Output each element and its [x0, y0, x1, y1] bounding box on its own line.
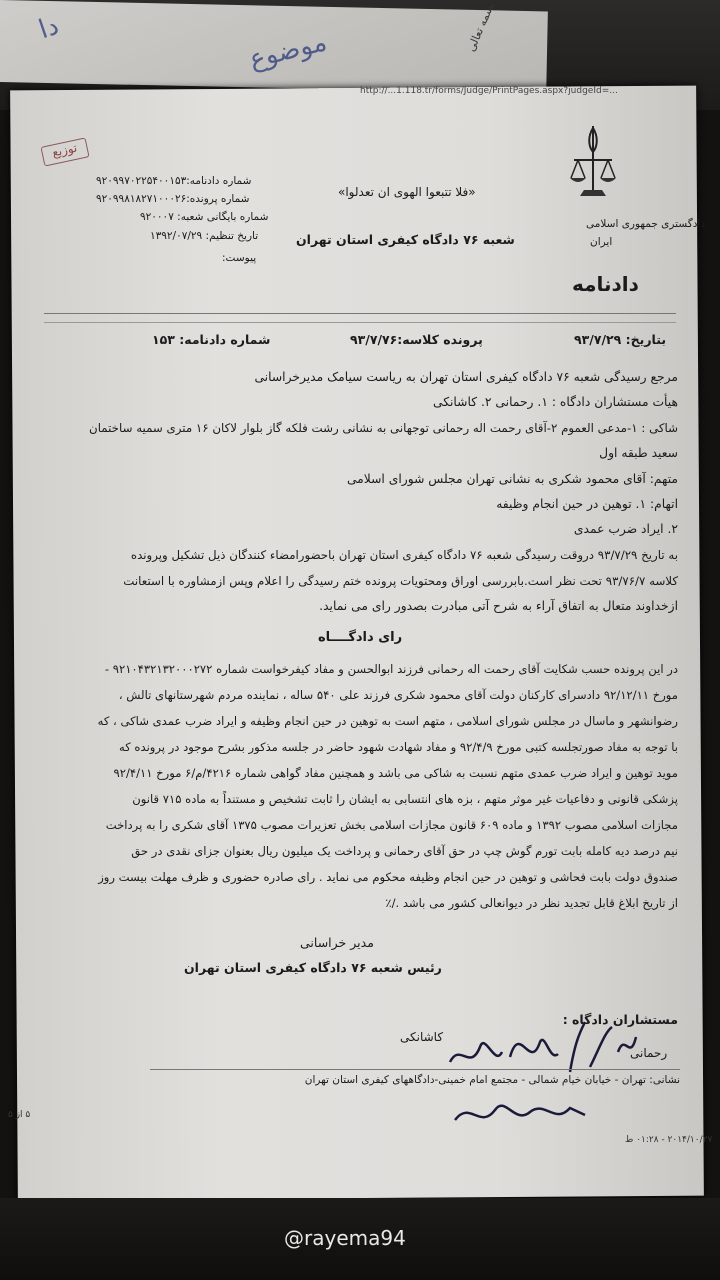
watermark-handle: @rayema94 — [284, 1226, 406, 1250]
handwritten-scrawl: دا — [35, 10, 63, 46]
background-paper-heading: بسمه تعالی — [464, 0, 498, 54]
court-address: نشانی: تهران - خیابان خیام شمالی - مجتمع امام خمینی-دادگاههای کیفری استان تهران — [304, 1074, 680, 1086]
address-bar — [150, 1069, 680, 1092]
body-line: هیأت مستشاران دادگاه : ۱. رحمانی ۲. کاشانکی — [432, 395, 678, 409]
body-line: مرجع رسیدگی شعبه ۷۶ دادگاه کیفری استان تهران به ریاست سیامک مدیرخراسانی — [254, 370, 678, 384]
verdict-line: مورخ ۹۲/۱۲/۱۱ دادسرای کارکنان دولت آقای محمود شکری فرزند علی ۵۴۰ ساله ، نماینده مردم شهرستانهای تالش ، — [118, 688, 678, 702]
body-line: متهم: آقای محمود شکری به نشانی تهران مجلس شورای اسلامی — [346, 472, 678, 486]
judiciary-emblem-icon — [566, 124, 620, 204]
header-divider — [44, 313, 676, 314]
print-timestamp: ۲۰۱۴/۱۰/۲۷ - ۰۱:۲۸ ط — [625, 1135, 713, 1145]
org-name-line1: دادگستری جمهوری اسلامی — [586, 218, 705, 230]
archive-number-meta: شماره بایگانی شعبه: ۹۲۰۰۰۷ — [140, 211, 269, 223]
body-line: به تاریخ ۹۳/۷/۲۹ دروقت رسیدگی شعبه ۷۶ دادگاه کیفری استان تهران باحضورامضاء کنندگان ذیل تشکیل وپرونده — [130, 548, 678, 562]
document-title: دادنامه — [572, 272, 639, 296]
case-number-meta: شماره پرونده:۹۲۰۹۹۸۱۸۲۷۱۰۰۰۲۶ — [96, 193, 250, 205]
body-line: کلاسه ۹۳/۷۶/۷ تحت نظر است.بابررسی اوراق ومحتویات پرونده ختم رسیدگی را اعلام وپس ازمشاوره با استعانت — [123, 574, 678, 588]
background-paper — [0, 0, 548, 93]
verdict-line: در این پرونده حسب شکایت آقای رحمت اله رحمانی فرزند ابوالحسن و مفاد کیفرخواست شماره ۹۲۱۰۴۳۲۱۳۲۰۰۰۲۷۲ - — [104, 662, 678, 676]
verdict-line: نیم درصد دیه کامله بابت تورم گوش چپ در حق آقای رحمانی و پرداخت یک میلیون ریال بعنوان جزای نقدی در حق — [131, 844, 678, 858]
verdict-line: مجازات اسلامی مصوب ۱۳۹۲ و ماده ۶۰۹ قانون مجازات اسلامی بخش تعزیرات مصوب ۱۳۷۵ آقای شکری را به پرداخت — [105, 818, 678, 832]
verdict-number: شماره دادنامه: ۱۵۳ — [152, 332, 271, 347]
verdict-line: از تاریخ ابلاغ قابل تجدید نظر در دیوانعالی کشور می باشد ./٪ — [385, 896, 678, 910]
judge-name: مدیر خراسانی — [300, 935, 374, 950]
verdict-number-meta: شماره دادنامه:۹۲۰۹۹۷۰۲۲۵۴۰۰۱۵۳ — [96, 175, 252, 187]
body-line: سعید طبقه اول — [599, 446, 678, 460]
date-issued-meta: تاریخ تنظیم: ۱۳۹۲/۰۷/۲۹ — [150, 230, 259, 242]
verdict-heading: رای دادگــــاه — [318, 630, 403, 645]
verdict-date: بتاریخ: ۹۳/۷/۲۹ — [574, 332, 667, 347]
handwritten-scrawl: موضوع — [246, 27, 330, 75]
handwritten-signature — [450, 1090, 590, 1135]
body-line: اتهام: ۱. توهین در حین انجام وظیفه — [496, 497, 678, 511]
body-line: ازخداوند متعال به اتفاق آراء به شرح آتی مبادرت بصدور رای می نماید. — [319, 599, 678, 613]
body-line: شاکی : ۱-مدعی العموم ۲-آقای رحمت اله رحمانی توجهانی به نشانی رشت فلکه گاز بلوار لاکان ۱۶ متری سمیه ساختمان — [89, 421, 678, 435]
verdict-line: رضوانشهر و ماسال در مجلس شورای اسلامی ، متهم است به توهین در حین انجام وظیفه و ایراد ضرب عمدی شاکی ، که — [97, 714, 678, 728]
body-line: ۲. ایراد ضرب عمدی — [573, 522, 678, 536]
page-number: ۵ از ۵ — [8, 1110, 31, 1120]
quran-verse: «فلا تتبعوا الهوی ان تعدلوا» — [338, 185, 476, 199]
case-class: پرونده کلاسه:۹۳/۷/۷۶ — [350, 332, 483, 347]
verdict-line: موید توهین و ایراد ضرب عمدی متهم نسبت به شاکی می باشد و همچنین مفاد گواهی شماره ۴۲۱۶/م/۶ مورخ ۹۲/۴/۱۱ — [113, 766, 678, 780]
verdict-line: با توجه به مفاد صورتجلسه کتبی مورخ ۹۲/۴/۹ و مفاد شهادت شهود حاضر در جلسه مذکور بشرح موجود در پرونده که — [118, 740, 678, 754]
header-divider — [44, 322, 676, 323]
org-name-line2: ایران — [590, 236, 613, 248]
advisor-name: کاشانکی — [400, 1030, 444, 1044]
advisors-label: مستشاران دادگاه : — [562, 1012, 678, 1027]
court-branch: شعبه ۷۶ دادگاه کیفری استان تهران — [296, 232, 515, 247]
judge-title: رئیس شعبه ۷۶ دادگاه کیفری استان تهران — [184, 960, 442, 975]
distribution-stamp: توزیع — [40, 137, 89, 166]
advisor-name: رحمانی — [630, 1046, 668, 1060]
print-url: http://...‏1.118.tr/forms/Judge/PrintPages.aspx?judgeId=... — [360, 86, 618, 96]
verdict-line: پزشکی قانونی و دفاعیات غیر موثر متهم ، بزه های انتسابی به ایشان را ثابت تشخیص و مستنداً به ماده ۷۱۵ قانون — [132, 792, 678, 806]
verdict-line: صندوق دولت بابت فحاشی و توهین در حین انجام وظیفه محکوم می نماید . رای صادره حضوری و ظرف مهلت بیست روز — [98, 870, 678, 884]
attachment-meta: پیوست: — [222, 252, 257, 264]
